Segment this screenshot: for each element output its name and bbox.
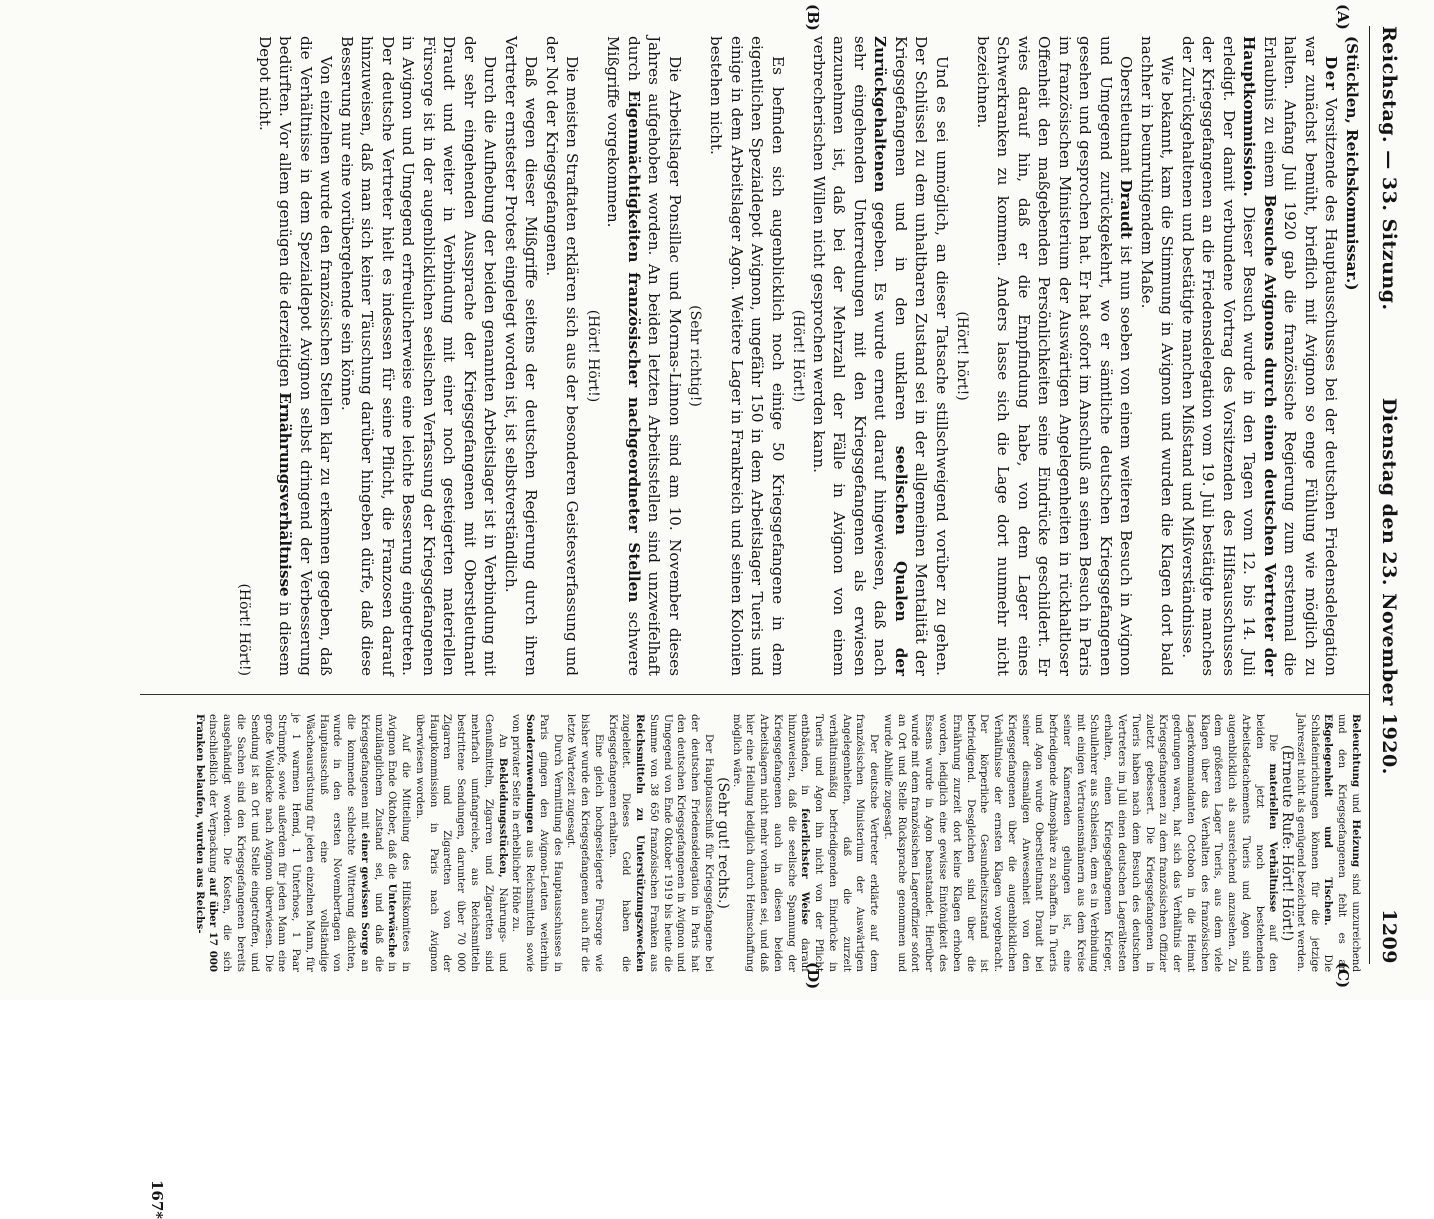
paragraph: Oberstleutnant Draudt ist nun soeben von einem weiteren Besuch in Avignon und Umgegend zurückgekehrt, wo er sämtliche deutschen Kriegsgefangenen gesehen und gesprochen hat. Er hat sofort im Anschluß an seinen Besuch in Paris im französischen Ministerium der Auswärtigen Angelegenheiten in rückhaltloser Offenheit den maßgebenden Persönlichkeiten seine Eindrücke geschildert. Er wies darauf hin, daß er die Empfindung habe, von dem Lager eines Schwerkranken zu kommen. Anders lasse sich die Lage dort nunmehr nicht bezeichnen. — [973, 36, 1136, 676]
paragraph: Durch die Aufhebung der beiden genannten Arbeitslager ist in Verbindung mit der sehr eingehenden Aussprache der Kriegsgefangenen mit Oberstleutnant Draudt und weiter in Verbindung mit einer noch gesteigerten materiellen Fürsorge ist in der augenblicklichen seelischen Verfassung der Kriegsgefangenen in Avignon und Umgegend erfreulicherweise eine leichte Besserung eingetreten. Der deutsche Vertreter hielt es indessen für seine Pflicht, die Franzosen darauf hinzuweisen, daß man sich keiner Täuschung darüber hingeben dürfe, daß diese Besserung nur eine vorübergehende sein könne. — [337, 36, 500, 676]
paragraph: Eine gleich hochgesteigerte Fürsorge wie bisher wurde den Kriegsgefangenen auch für die letzte Wartezeit zugesagt. — [565, 714, 604, 972]
paragraph: An Bekleidungsstücken, Nahrungs- und Genußmitteln, Zigarren und Zigaretten sind mehrfach umfangreiche, aus Reichsmitteln bestrittene Sendungen, darunter über 70 000 Zigarren und Zigaretten von der Hauptkommission in Paris nach Avignon überwiesen worden. — [413, 714, 509, 972]
paragraph: Es befinden sich augenblicklich noch einige 50 Kriegsgefangene in dem eigentlichen Spezialdepot Avignon, ungefähr 150 in dem Arbeitslager Tueris und einige in dem Arbeitslager Agon. Weitere Lager in Frankreich und seinen Kolonien bestehen nicht. — [707, 36, 787, 676]
paragraph: Der deutsche Vertreter erklärte auf dem französischen Ministerium der Auswärtigen Angelegenheiten, daß die zurzeit verhältnismäßig befriedigenden Eindrücke in Tueris und Agon ihn nicht von der Pflicht entbänden, in feierlichster Weise darauf hinzuweisen, daß die seelische Spannung der Kriegsgefangenen auch in diesen beiden Arbeitslagern nicht mehr vorhanden sei, und daß hier eine Heilung lediglich durch Heimschaffung möglich wäre. — [730, 714, 880, 972]
paragraph: Die Arbeitslager Ponsillac und Mornas-Linnon sind am 10. November dieses Jahres aufgehoben worden. An beiden letzten Arbeitsstellen sind unzweifelhaft durch Eigenmächtigkeiten französischer nachgeordneter Stellen schwere Mißgriffe vorgekommen. — [604, 36, 684, 676]
interjection: (Sehr gut! rechts.) — [714, 777, 731, 909]
paragraph: Beleuchtung und Heizung sind unzureichend und den Kriegsgefangenen fehlt es an Eßgelegenheit und Tischen. Die Schlafeinrichtungen können für die jetzige Jahreszeit nicht als genügend bezeichnet werden. — [1294, 714, 1362, 973]
paragraph: Wie bekannt, kam die Stimmung in Avignon und wurden die Klagen dort bald nachher in beunruhigendem Maße. — [1137, 36, 1177, 676]
header-date-and-page — [1378, 398, 1400, 964]
margin-marker-a: (A) — [1334, 4, 1352, 30]
paragraph: Der Vorsitzende des Hauptausschusses bei der deutschen Friedensdelegation war zunächst bemüht, brieflich mit Avignon so enge Fühlung wie möglich zu halten. Anfang Juli 1920 gab die französische Regierung zum erstenmal die Erlaubnis zu einem Besuche Avignons durch einen deutschen Vertreter der Hauptkommission. Dieser Besuch wurde in den Tagen vom 12. bis 14. Juli erledigt. Der damit verbundene Vortrag des Vorsitzenden des Hilfsausschusses der Kriegsgefangenen an die Friedensdelegation vom 19. Juli bestätigte manches der Zurückgehaltenen und bestätigte manchen Mißstand und Mißverständnisse. — [1178, 36, 1341, 676]
folio-mark: 167* — [148, 1180, 166, 1219]
paragraph: Der Hauptausschuß für Kriegsgefangene bei der deutschen Friedensdelegation in Paris hat den deutschen Kriegsgefangenen in Avignon und Umgegend von Ende Oktober 1919 bis heute die Summe von 38 650 französischen Franken aus Reichsmitteln zu Unterstützungszwecken zugeleitet. Dieses Geld haben die Kriegsgefangenen erhalten. — [606, 714, 715, 972]
paragraph: Von einzelnen wurde den französischen Stellen klar zu erkennen gegeben, daß die Verhältnisse in dem Spezialdepot Avignon selbst dringend der Verbesserung bedürften. Vor allem genügen die derzeitigen Ernährungsverhältnisse in diesem Depot nicht. — [255, 36, 336, 677]
interjection: (Hört! Hört!) — [236, 583, 253, 676]
margin-marker-b: (B) — [804, 4, 822, 31]
speaker-line: (Stücklen, Reichskommissar.) — [1343, 36, 1361, 291]
header-date: Dienstag den 23. November 1920. — [1378, 397, 1400, 775]
paragraph: Durch Vermittlung des Hauptausschusses in Paris gingen den Avignon-Leuten weiterhin Sonderzuwendungen aus Reichsmitteln sowie von privater Seite in erheblicher Höhe zu. — [510, 714, 563, 972]
paragraph: Die materiellen Verhältnisse auf den beiden jetzt noch bestehenden Arbeitsdetachements Tueris und Agon sind augenblicklich als ausreichend anzusehen. Zu dem größeren Lager Tueris, aus dem viele Klagen über das Verhalten des französischen Lagerkommandanten Octobon in die Heimat gedrungen waren, hat sich das Verhältnis der Kriegsgefangenen zu dem französischen Offizier zuletzt gebessert. Die Kriegsgefangenen in Tueris haben nach dem Besuch des deutschen Vertreters im Juli einen deutschen Lagerältesten erhalten, einen Kriegsgefangenen Krieger, Schullehrer aus Schlesien, dem es in Verbindung mit einigen Vertrauensmännern aus dem Kreise seiner Kameraden gelungen ist, eine befriedigende Atmosphäre zu schaffen. In Tueris und Agon wurde Oberstleutnant Draudt bei seiner diesmaligen Anwesenheit von den Kriegsgefangenen über die augenblicklichen Verhältnisse der ernsten Klagen vorgebracht. Der körperliche Gesundheitszustand ist befriedigend. Desgleichen sind über die Ernährung zurzeit dort keine Klagen erhoben worden, lediglich eine gewisse Eintönigkeit des Essens wurde in Agon beanstandet. Hierüber wurde mit dem französischen Lageroffizier sofort an Ort und Stelle Rücksprache genommen und wurde Abhilfe zugesagt. — [881, 714, 1280, 973]
interjection: (Sehr richtig!) — [687, 305, 704, 407]
page-number: 1209 — [1378, 909, 1400, 964]
header-session: Reichstag. — 33. Sitzung. — [1378, 26, 1400, 311]
column-divider — [140, 694, 1370, 695]
margin-marker-d: (D) — [804, 962, 822, 990]
margin-marker-c: (C) — [1334, 962, 1352, 989]
paragraph: Auf die Mitteilung des Hilfskomitees in Avignon Ende Oktober, daß die Unterwäsche in unzulänglichem Zustand sei, und daß die Kriegsgefangenen mit einer gewissen Sorge an die kommende schlechte Witterung dächten, wurde in den ersten Novembertagen von Hauptausschuß eine vollständige Wäscheausrüstung für jeden einzelnen Mann, für je 1 warmen Hemd, 1 Unterhose, 1 Paar Strümpfe, sowie außerdem für jeden Mann eine große Wolldecke nach Avignon überwiesen. Die Sendung ist an Ort und Stelle eingetroffen, und die Sachen sind den Kriegsgefangenen bereits ausgehändigt worden. Die Kosten, die sich einschließlich der Verpackung auf über 17 000 Franken belaufen, wurden aus Reichs- — [193, 714, 412, 972]
paragraph: Und es sei unmöglich, an dieser Tatsache stillschweigend vorüber zu gehen. Der Schlüssel zu dem unhaltbaren Zustand sei in der allgemeinen Mentalität der Kriegsgefangenen und in den unklaren seelischen Qualen der Zurückgehaltenen gegeben. Es wurde erneut darauf hingewiesen, daß nach sehr eingehenden Unterredungen mit den Kriegsgefangenen als erwiesen anzunehmen ist, daß bei der Mehrzahl der Fälle in Avignon von einem verbrecherischen Willen nicht gesprochen werden kann. — [809, 36, 951, 677]
interjection: (Erneute Rufe: Hört! Hört!) — [1279, 744, 1296, 942]
right-column — [192, 714, 1362, 972]
interjection: (Hört! Hört!) — [790, 309, 807, 403]
paragraph: Daß wegen dieser Mißgriffe seitens der deutschen Regierung durch ihren Vertreter ernstester Protest eingelegt worden ist, ist selbstverständlich. — [501, 36, 541, 676]
paragraph: Die meisten Straftaten erklären sich aus der besonderen Geistesverfassung und der Not der Kriegsgefangenen. — [542, 36, 582, 676]
interjection: (Hört! Hört!) — [584, 309, 601, 403]
page-header — [1369, 26, 1406, 964]
interjection: (Hört! hört!) — [954, 311, 971, 401]
left-column — [234, 36, 1362, 676]
